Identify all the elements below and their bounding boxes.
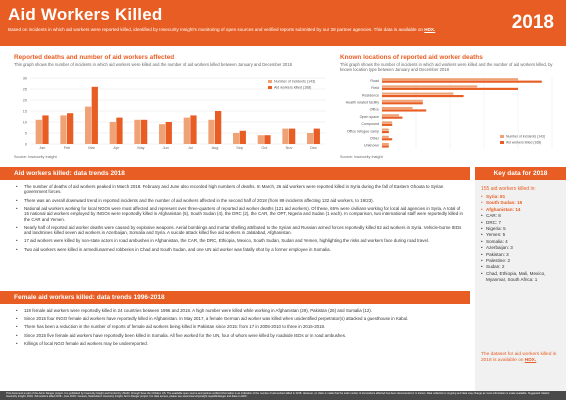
bar xyxy=(382,88,518,90)
key-data-item: • Somalia: 4 xyxy=(481,239,565,245)
bar xyxy=(116,118,122,144)
bar xyxy=(382,145,389,147)
bar xyxy=(382,95,464,97)
chart-location-source: Source: Insecurity Insight xyxy=(340,155,383,159)
key-data-footer xyxy=(481,352,563,364)
legend-label: Aid workers killed (168) xyxy=(506,140,542,145)
header-banner xyxy=(0,0,566,46)
list-item: • Since 2015 four INGO female aid workers have reportedly killed in Afghanistan. In May 2017, a female German aid worker was killed when unidentified perpetrator(s) attacked a guesthouse in Kabul. xyxy=(14,316,464,321)
legend-swatch xyxy=(500,141,504,144)
y-tick-label: Field xyxy=(371,86,379,91)
key-data-item: • Afghanistan: 14 xyxy=(481,207,565,213)
y-tick-label: 0 xyxy=(24,142,27,147)
y-tick-label: 5 xyxy=(24,131,27,136)
y-tick-label: Road xyxy=(370,78,379,83)
y-tick-label: 15 xyxy=(22,109,27,114)
bar xyxy=(166,122,172,144)
bar xyxy=(382,114,399,116)
y-tick-label: 20 xyxy=(22,98,27,103)
x-tick-label: Feb xyxy=(63,146,71,150)
bar xyxy=(382,100,423,102)
trends-2018-list xyxy=(14,184,464,255)
list-item: • 119 female aid workers were reportedly killed in 24 countries between 1996 and 2018. A high number were killed while working in Afghanistan (29), Pakistan (26) and Somalia (12). xyxy=(14,308,464,313)
bar xyxy=(264,135,270,144)
list-item: • National aid workers working for local NGOs were most affected and represent over three-quarters of reported aid worker deaths (121 aid workers). Of these, 65% were civilians working for local aid agencies in Syria. A total of 15 national aid workers employed by INGOs were reportedly killed in Afghanistan (5), South Sudan (4), the DRC (2), the CAR, the OPT, Nigeria and Sudan (1 each). In comparison, two international staff were reportedly killed in the CAR and Yemen. xyxy=(14,206,464,222)
list-item: • There has been a reduction in the number of reports of female aid workers being killed in Pakistan since 2015: from 17 in 2005-2010 to three in 2015-2018. xyxy=(14,324,464,329)
y-tick-label: Health related facility xyxy=(345,100,379,105)
y-tick-label: Office xyxy=(369,107,379,112)
key-data-item: • Syria: 81 xyxy=(481,194,565,200)
chart-location-title: Known locations of reported aid worker deaths xyxy=(340,54,483,61)
key-data-item: • Palestine: 2 xyxy=(481,258,565,264)
bar xyxy=(382,109,426,111)
x-tick-label: Aug xyxy=(211,146,219,150)
chart-location-subtitle: This graph shows the number of incidents in which aid workers were killed and the number of aid workers killed, by known location type between January and December 2018 xyxy=(340,62,553,73)
legend-swatch xyxy=(500,135,504,138)
key-data-item: • Chad, Ethiopia, Mali, Mexico, Myanmar, South Africa: 1 xyxy=(481,271,565,284)
location-bar-chart xyxy=(340,76,556,152)
bar xyxy=(141,120,147,144)
report-year: 2018 xyxy=(511,12,554,33)
bar xyxy=(67,113,73,144)
bar xyxy=(382,129,389,131)
bar xyxy=(289,129,295,144)
bar xyxy=(382,78,518,80)
legend-label: Number of incidents (143) xyxy=(506,134,546,139)
y-tick-label: Residence xyxy=(362,93,379,98)
legend-swatch xyxy=(268,80,272,83)
bar xyxy=(159,124,165,144)
bar xyxy=(382,107,413,109)
key-data-heading: Key data for 2018 xyxy=(475,167,566,180)
bar xyxy=(314,129,320,144)
header-subtitle xyxy=(8,27,478,33)
hdx-link[interactable]: HDX. xyxy=(524,358,537,363)
list-item: • The number of deaths of aid workers peaked in March 2018. February and June also recorded high numbers of deaths. In March, 26 aid workers were reported killed in Syria during the fall of Eastern Ghouta to Syrian government forces. xyxy=(14,184,464,195)
x-tick-label: Jun xyxy=(162,146,169,150)
bar xyxy=(215,111,221,144)
key-data-item: • Nigeria: 5 xyxy=(481,226,565,232)
bar xyxy=(85,107,91,144)
x-tick-label: Sep xyxy=(236,146,244,150)
hdx-link[interactable]: HDX. xyxy=(424,27,436,32)
y-tick-label: 30 xyxy=(22,76,27,81)
bar xyxy=(282,129,288,144)
x-tick-label: Mar xyxy=(88,146,95,150)
bar xyxy=(184,118,190,144)
x-tick-label: Jan xyxy=(39,146,46,150)
y-tick-label: Unknown xyxy=(364,143,379,148)
list-item: • Killings of local NGO female aid workers may be underreported. xyxy=(14,341,464,346)
list-item: • There was an overall downward trend in reported incidents and the number of aid workers affected in the second half of 2018 (from 89 incidents affecting 132 aid workers, to 19/23). xyxy=(14,198,464,203)
bar xyxy=(240,131,246,144)
trends-2018-heading: Aid workers killed: data trends 2018 xyxy=(0,167,470,180)
bar xyxy=(134,120,140,144)
x-tick-label: May xyxy=(137,146,145,150)
bar xyxy=(190,115,196,144)
bar xyxy=(382,102,423,104)
bar xyxy=(382,136,389,138)
bar xyxy=(42,115,48,144)
footer: This document is part of the Aid in Danger project. It is published by Insecurity Insight and funded by USAID, through Save the Children US. The available open source and partner-verified information is an indication of the number of aid workers killed in 2018. However, no claim is made that the total number of aid workers affected has been documented or is known. Data collection is ongoing and data may change as more information is made available. Suggested citation: Insecurity Insight. 2019. 'Aid workers killed 2018 - June 2019'. Geneva, Switzerland: Insecurity Insight. Aid in Danger project. For data access, please see www.insecurityinsight.org/aidindanger and data on HDX. xyxy=(0,391,566,400)
bar xyxy=(307,133,313,144)
bar xyxy=(382,81,542,83)
x-tick-label: Apr xyxy=(113,146,120,150)
legend-label: Aid workers killed (168) xyxy=(274,85,312,90)
list-item: • Since 2015 five female aid workers have reportedly been killed in Somalia. All five worked for the UN, four of whom were killed by roadside IEDs or in road ambushes. xyxy=(14,333,464,338)
bar xyxy=(382,124,392,126)
key-data-item: • Azerbaijan: 3 xyxy=(481,245,565,251)
legend-swatch xyxy=(268,86,272,89)
bar xyxy=(92,87,98,144)
bar xyxy=(382,93,453,95)
x-tick-label: Nov xyxy=(285,146,293,150)
key-data-item: • Sudan: 2 xyxy=(481,264,565,270)
bar xyxy=(382,131,389,133)
key-data-panel xyxy=(475,180,566,391)
page-title: Aid Workers Killed xyxy=(8,5,163,24)
female-trends-list xyxy=(14,308,464,349)
monthly-bar-chart xyxy=(14,74,332,152)
bar xyxy=(60,115,66,144)
header-subtitle-text: Based on incidents in which aid workers were reported killed, identified by Insecurity Insight's monitoring of open sources and verified reports submitted by our 28 partner agencies. This data is available on xyxy=(8,27,423,32)
key-data-item: • Pakistan: 3 xyxy=(481,252,565,258)
x-tick-label: Jul xyxy=(187,146,193,150)
bar xyxy=(382,138,392,140)
key-data-item: • South Sudan: 15 xyxy=(481,200,565,206)
female-trends-heading: Female aid workers killed: data trends 1996-2018 xyxy=(0,291,470,304)
key-data-label: 155 aid workers killed in: xyxy=(481,186,536,192)
bar xyxy=(382,117,402,119)
bar xyxy=(382,143,389,145)
key-data-item: • CAR: 8 xyxy=(481,213,565,219)
list-item: • 17 aid workers were killed by non-state actors in road ambushes in Afghanistan, the CAR, the DRC, Ethiopia, Mexico, South Sudan, Sudan and Yemen, highlighting the risks aid workers face during road travel. xyxy=(14,238,464,243)
key-data-item: • Yemen: 5 xyxy=(481,232,565,238)
list-item: • Two aid workers were killed in armed/unarmed robberies in Chad and South Sudan, and one UN aid worker was fatally shot by a former employee in Somalia. xyxy=(14,247,464,252)
legend-label: Number of incidents (143) xyxy=(274,79,316,84)
bar xyxy=(382,121,392,123)
chart-monthly-title: Reported deaths and number of aid workers affected xyxy=(14,54,175,61)
bar xyxy=(208,120,214,144)
y-tick-label: 10 xyxy=(22,120,27,125)
list-item: • Nearly half of reported aid worker deaths were caused by explosive weapons. Aerial bombings and mortar shelling attributed to the Syrian and Russian armed forces reportedly killed 52 aid workers in Syria. Vehicle-borne IEDs and landmines killed seven aid workers in Azerbaijan, Somalia and Syria. A suicide attack killed five aid workers in Jalalabad, Afghanistan. xyxy=(14,225,464,236)
key-data-footer-text: The dataset for aid workers killed in 2018 is available on xyxy=(481,352,557,363)
bar xyxy=(382,85,477,87)
bar xyxy=(36,120,42,144)
x-tick-label: Oct xyxy=(261,146,268,150)
bar xyxy=(258,135,264,144)
x-tick-label: Dec xyxy=(310,146,318,150)
key-data-list xyxy=(481,194,565,284)
y-tick-label: Office refugee camp xyxy=(346,129,379,134)
key-data-item: • DRC: 7 xyxy=(481,220,565,226)
chart-monthly-subtitle: This graph shows the number of incidents in which aid workers were killed and the number of aid workers killed between January and December 2018 xyxy=(14,62,292,67)
y-tick-label: Compound xyxy=(361,122,379,127)
bar xyxy=(233,133,239,144)
chart-monthly-source: Source: Insecurity Insight xyxy=(14,155,57,159)
y-tick-label: Open space xyxy=(359,114,379,119)
bar xyxy=(110,122,116,144)
y-tick-label: 25 xyxy=(22,87,27,92)
y-tick-label: Other xyxy=(370,136,379,141)
